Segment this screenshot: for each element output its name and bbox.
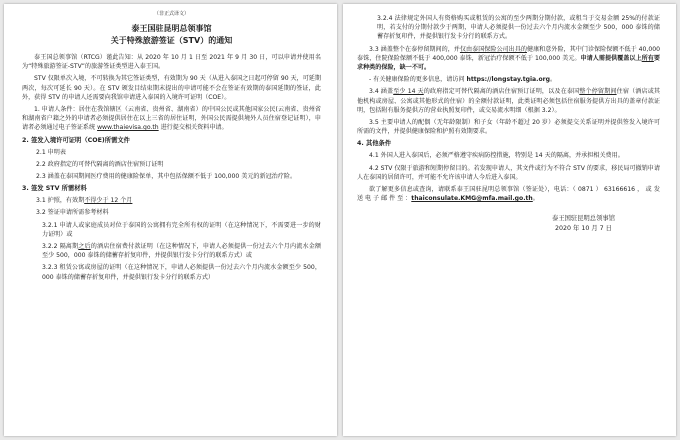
stv-conditions-paragraph: STV 仅限单次入境，不可转换为其它签证类型，有效期为 90 天（从进入泰国之日起可停留 90 天，可延期两次，每次可延长 90 天）。在 STV 颁发目结束期末提出的申请可能不会在签证有效期的泰国延期的签证，此外，获得 STV 的申请人还需要向我馆申请进入泰国的入境许可证明（COE）。 xyxy=(22,75,321,101)
section-4-heading: 4. 其他条件 xyxy=(357,140,392,148)
section-2-2: 2.2 政府指定的可替代隔离的酒店住宿预订证明 xyxy=(36,160,164,168)
section-3-4-text-end: 住宿（酒店或其他机构或房屋、公寓或其他形式的住宿）的全额付款证明，此类证明必须包括住宿服务提供方出具的盖章付款证明，包括附有服务提供方的营业执照复印件，或交易流水明细（根据 3.2）。 xyxy=(357,88,661,114)
section-3-2-2 xyxy=(22,242,321,260)
section-4-2: 4.2 STV 仅限于旅游和短期停留目的。若发现申请人，其文件或行为不符合 STV 的要求，移民局可撤销申请人在泰国的居留许可，并可能不允许该申请人今后进入泰国。 xyxy=(357,164,660,181)
section-1-text-end: 进行提交相关资料申请。 xyxy=(158,124,228,132)
section-3-3-underline: 仅由泰国保险公司出具的 xyxy=(459,45,527,53)
document-title-consulate: 泰王国驻昆明总领事馆 xyxy=(131,24,212,33)
section-3-4-text-mid: 的政府指定可替代隔离的酒店住宿预订证明，以及在泰国 xyxy=(423,88,580,96)
health-insurance-text: - 有关健康保险的更多信息，请访问 xyxy=(369,76,467,84)
section-2-heading: 2. 签发入境许可证明（COE)所需文件 xyxy=(22,136,130,144)
section-3-3-text-mid: 健康和意外险，其中门诊保险保额不低于 40,000 泰铢，住院保险保额不低于 400,000 泰铢，新冠治疗保额不低于 100,000 美元。 xyxy=(357,45,660,62)
document-page-right xyxy=(343,4,676,436)
section-1-text: 1. 申请人条件：居住在我馆辖区（云南省、贵州省、湖南省）的中国公民或其他国家公民(云南省、贵州省和湖南省户籍之外的申请者必须提供居住在以上三省的居住证明，外国公民需提供境外人员住宿登记证明），申请者必须通过电子签证系统 xyxy=(22,106,321,132)
contact-paragraph xyxy=(357,185,660,203)
section-3-heading: 3. 签发 STV 所需材料 xyxy=(22,185,87,193)
unofficial-translation-note: （非正式译文） xyxy=(153,11,189,17)
section-2-3: 2.3 涵盖在泰国期间医疗费用的健康险保单，其中包括保额不低于 100,000 美元的新冠治疗险。 xyxy=(36,173,297,181)
contact-email-link[interactable]: thaiconsulate.KMG@mfa.mail.go.th xyxy=(411,195,533,203)
section-3-4-text: 3.4 涵盖 xyxy=(369,88,394,96)
section-3-2-1: 3.2.1 申请人或家庭成员对位于泰国的公寓拥有完全所有权的证明（在这种情况下，不需要进一步的财力证明）或 xyxy=(42,221,321,238)
signature-organization: 泰王国驻昆明总领事馆 xyxy=(552,215,615,223)
evisa-link[interactable]: www.thaievisa.go.th xyxy=(97,124,159,132)
section-3-3-bold-end: 要求种类的保险，缺一不可。 xyxy=(357,54,661,72)
health-insurance-info xyxy=(357,75,660,84)
section-3-3-bold-underline: 所有 xyxy=(641,54,654,62)
document-title-notice: 关于特殊旅游签证（STV）的通知 xyxy=(110,36,233,45)
section-3-4 xyxy=(357,87,660,115)
document-page-left xyxy=(4,4,337,436)
section-3-1 xyxy=(22,196,321,205)
section-1-applicant-conditions xyxy=(22,105,321,133)
contact-text: 欲了解更多信息或查询，请联系泰王国驻昆明总领事馆（签证处），电话：（ 0871 ） 63166616 ， 或 发 送 电 子 邮 件 至 ： xyxy=(357,186,660,203)
section-2-1: 2.1 申明表 xyxy=(36,148,66,156)
section-4-1: 4.1 外国人进入泰国后，必须严格遵守疾病防控措施，特别是 14 天的隔离，并承担相关费用。 xyxy=(369,152,624,160)
health-insurance-text-end: 。 xyxy=(550,76,557,84)
section-3-4-underline-days: 至少 14 天 xyxy=(393,88,424,96)
section-3-1-underline: 不得少于 12 个月 xyxy=(84,197,133,205)
section-3-5: 3.5 主要申请人的配偶（无年龄限制）和子女（年龄不超过 20 岁）必须提交关系证明并提供签发入境许可所需的文件，并提供健康保险和护照有效期要求。 xyxy=(357,119,660,136)
section-3-4-underline-stay: 整个停留期间 xyxy=(579,88,617,96)
section-3-2-2-text-end: 的酒店住宿费付款证明（在这种情况下，申请人必须提供一份过去六个月内流水金额至少 500，000 泰铢的储蓄存折复印件，并提供银行发卡分行的联系方式）或 xyxy=(42,243,322,260)
section-3-3 xyxy=(357,45,660,73)
section-3-2-2-underline: 之后 xyxy=(78,243,91,251)
section-3-2: 3.2 签证申请所需参考材料 xyxy=(36,209,109,217)
contact-text-end: 。 xyxy=(532,195,539,203)
section-3-2-4: 3.2.4 法律规定外国人有资格购买或租赁的公寓的至少两期分期付款，或租当于交易金额 25%的付款证明，若支付的分期付款少于两期，申请人必须提供一份过去六个月内流水金额至少 500，000 泰铢的储蓄存折复印件，并提供银行发卡分行的联系方式。 xyxy=(377,15,660,41)
section-3-3-bold: 申请人需提供覆盖以上 xyxy=(580,54,642,62)
section-3-2-2-text: 3.2.2 隔离期 xyxy=(42,243,79,251)
section-3-3-text: 3.3 涵盖整个在泰停留期间的，并 xyxy=(369,45,460,53)
intro-paragraph: 泰王国总领事馆（RTCG）谨此告知：从 2020 年 10 月 1 日至 2021 年 9 月 30 日，可以申请并使用名为“特殊旅游签证-STV”的旅游签证类型进入泰王国。 xyxy=(22,54,321,71)
section-3-2-3: 3.2.3 租赁公寓或房屋的证明（在这种情况下，申请人必须提供一份过去六个月内流水金额至少 500，000 泰铢的储蓄存折复印件，并提供银行发卡分行的联系方式） xyxy=(42,264,321,281)
longstay-link[interactable]: https://longstay.tgia.org xyxy=(466,76,551,84)
signature-date: 2020 年 10 月 7 日 xyxy=(555,225,612,233)
section-3-1-text: 3.1 护照，有效期 xyxy=(36,197,85,205)
